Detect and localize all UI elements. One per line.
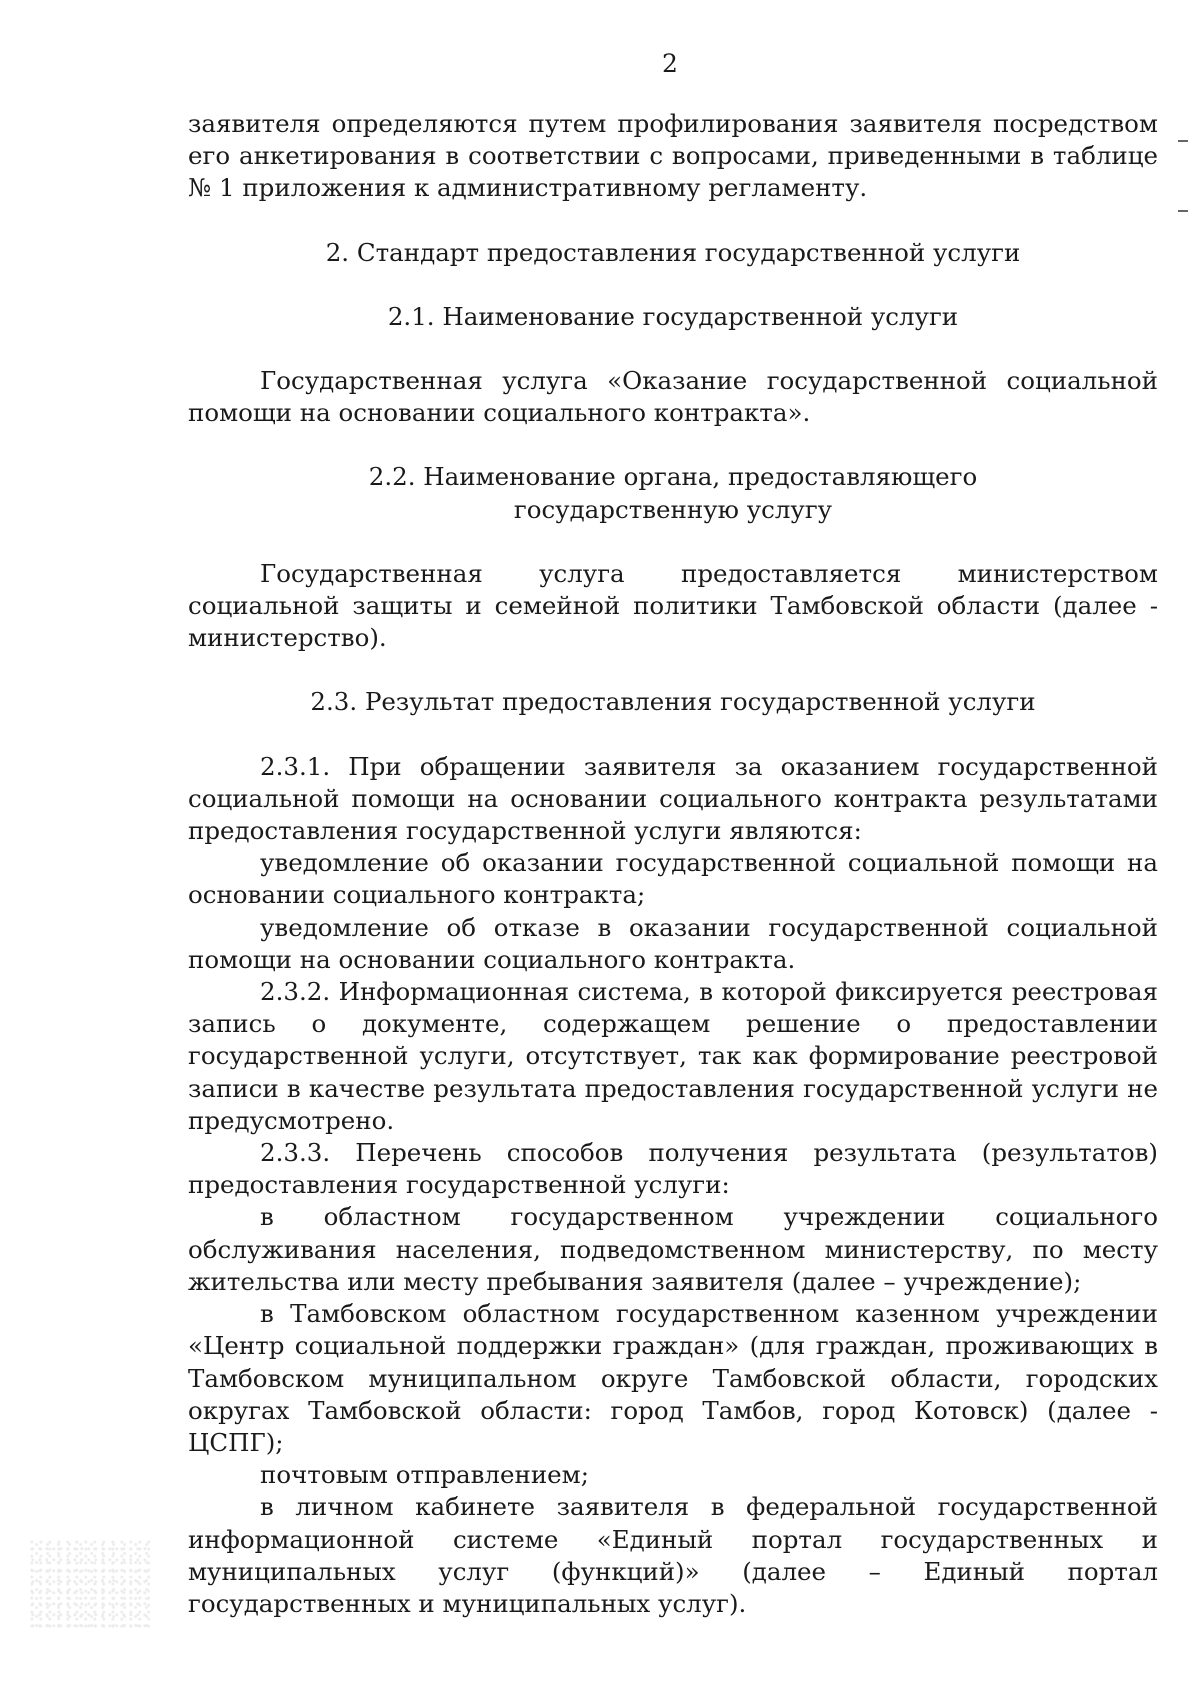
section-2-3-1-item-1: уведомление об оказании государственной социальной помощи на основании социального контракта;: [188, 848, 1158, 910]
section-2-2-heading-line-2: государственную услугу: [513, 494, 833, 524]
page-number: 2: [662, 49, 678, 78]
section-2-2-heading: [188, 461, 1158, 525]
section-2-3-3-paragraph: 2.3.3. Перечень способов получения результата (результатов) предоставления государственной услуги:: [188, 1138, 1158, 1200]
section-2-3-heading: 2.3. Результат предоставления государственной услуги: [310, 687, 1036, 717]
section-2-3-3-item-3: почтовым отправлением;: [260, 1460, 589, 1490]
intro-paragraph: заявителя определяются путем профилирования заявителя посредством его анкетирования в соответствии с вопросами, приведенными в таблице № 1 приложения к административному регламенту.: [188, 109, 1158, 203]
section-2-3-3-item-2: в Тамбовском областном государственном казенном учреждении «Центр социальной поддержки граждан» (для граждан, проживающих в Тамбовском муниципальном округе Тамбовской области, городских округах Тамбовской области: город Тамбов, город Котовск) (далее - ЦСПГ);: [188, 1299, 1158, 1457]
scan-edge-mark: [1178, 210, 1188, 212]
section-2-1-body: Государственная услуга «Оказание государственной социальной помощи на основании социального контракта».: [188, 366, 1158, 428]
section-2-3-1-paragraph: 2.3.1. При обращении заявителя за оказанием государственной социальной помощи на основании социального контракта результатами предоставления государственной услуги являются:: [188, 751, 1158, 846]
section-2-3-3-item-4: в личном кабинете заявителя в федеральной государственной информационной системе «Единый портал государственных и муниципальных услуг (функций)» (далее – Единый портал государственных и муниципальных услуг).: [188, 1492, 1158, 1618]
scan-edge-mark: [1178, 140, 1188, 142]
section-2-heading: 2. Стандарт предоставления государственной услуги: [325, 237, 1021, 267]
section-2-3-1-item-2: уведомление об отказе в оказании государственной социальной помощи на основании социального контракта.: [188, 912, 1158, 974]
section-2-3-2-paragraph: 2.3.2. Информационная система, в которой фиксируется реестровая запись о документе, содержащем решение о предоставлении государственной услуги, отсутствует, так как формирование реестровой записи в качестве результата предоставления государственной услуги не предусмотрено.: [188, 977, 1158, 1135]
document-body: [188, 108, 1158, 1620]
section-2-2-body: Государственная услуга предоставляется министерством социальной защиты и семейной политики Тамбовской области (далее - министерство).: [188, 558, 1158, 653]
section-2-2-heading-line-1: 2.2. Наименование органа, предоставляющего: [368, 462, 978, 492]
section-2-1-heading: 2.1. Наименование государственной услуги: [387, 301, 959, 331]
scan-noise: [30, 1540, 150, 1630]
section-2-3-3-item-1: в областном государственном учреждении социального обслуживания населения, подведомственном министерству, по месту жительства или месту пребывания заявителя (далее – учреждение);: [188, 1202, 1158, 1296]
